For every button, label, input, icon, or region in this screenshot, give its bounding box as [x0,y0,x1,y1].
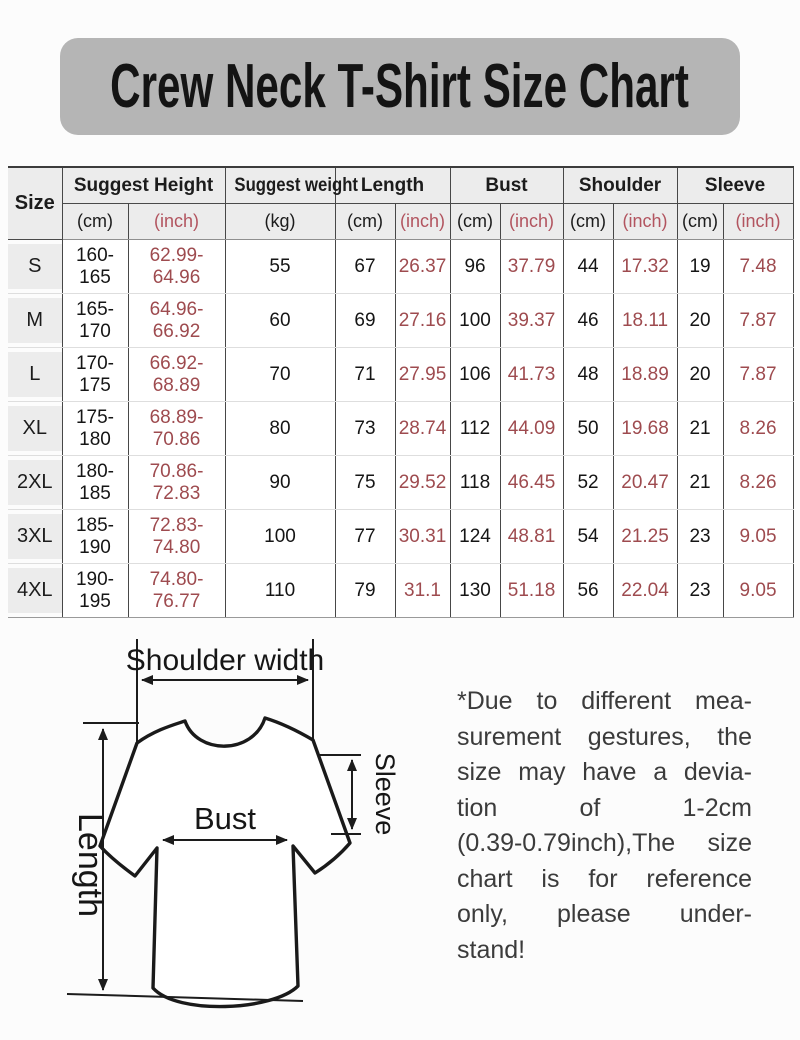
unit-header-height-cm: (cm) [62,204,128,240]
unit-header-weight-kg: (kg) [225,204,335,240]
column-group-suggest-weight [225,167,358,204]
shoulder-width-label: Shoulder width [125,644,325,677]
bust-cm-cell: 100 [450,294,500,348]
shoulder-inch-cell: 19.68 [613,402,677,456]
bust-cm-cell: 130 [450,564,500,618]
shoulder-inch-cell: 17.32 [613,240,677,294]
height-cm-cell: 160-165 [62,240,128,294]
tshirt-outline-shape [100,718,350,1007]
length-cm-cell: 79 [335,564,395,618]
sleeve-cm-cell: 20 [677,294,723,348]
height-cm-cell: 190-195 [62,564,128,618]
shoulder-inch-cell: 20.47 [613,456,677,510]
height-cm-cell: 185-190 [62,510,128,564]
sleeve-inch-cell: 8.26 [723,456,793,510]
table-row [8,240,793,294]
shoulder-cm-cell: 56 [563,564,613,618]
height-inch-cell: 74.80-76.77 [128,564,225,618]
table-row [8,294,793,348]
shoulder-cm-cell: 44 [563,240,613,294]
length-inch-cell: 27.16 [395,294,450,348]
length-cm-cell: 71 [335,348,395,402]
shoulder-cm-cell: 54 [563,510,613,564]
unit-header-bust-cm: (cm) [450,204,500,240]
group-label: Suggest weight [233,174,358,196]
weight-kg-cell: 110 [225,564,335,618]
shoulder-inch-cell: 22.04 [613,564,677,618]
shoulder-cm-cell: 48 [563,348,613,402]
size-cell [8,294,62,348]
group-label: Bust [485,174,528,196]
note-line: stand! [457,935,526,964]
note-line: surement gestures, the [457,722,752,751]
note-text [457,684,752,968]
shoulder-cm-cell: 52 [563,456,613,510]
sleeve-inch-cell: 9.05 [723,510,793,564]
note-line: only, please under- [457,900,752,928]
size-value: XL [8,406,62,451]
bust-cm-cell: 118 [450,456,500,510]
height-cm-cell: 170-175 [62,348,128,402]
length-inch-cell: 26.37 [395,240,450,294]
sleeve-label: Sleeve [370,752,400,836]
length-inch-cell: 28.74 [395,402,450,456]
unit-header-shoulder-cm: (cm) [563,204,613,240]
length-cm-cell: 75 [335,456,395,510]
height-cm-cell: 180-185 [62,456,128,510]
length-cm-cell: 77 [335,510,395,564]
sleeve-inch-cell: 9.05 [723,564,793,618]
length-inch-cell: 29.52 [395,456,450,510]
note-line: (0.39-0.79inch),The size [457,829,752,857]
note-line: tion of 1-2cm [457,793,752,822]
size-value: 2XL [8,460,62,505]
note-line: *Due to different mea- [457,687,752,715]
bust-inch-cell: 44.09 [500,402,563,456]
size-cell [8,564,62,618]
length-label: Length [71,813,109,917]
bust-inch-cell: 51.18 [500,564,563,618]
height-inch-cell: 70.86-72.83 [128,456,225,510]
length-cm-cell: 69 [335,294,395,348]
unit-header-sleeve-cm: (cm) [677,204,723,240]
sleeve-cm-cell: 19 [677,240,723,294]
group-label: Suggest Height [73,174,214,196]
height-inch-cell: 72.83-74.80 [128,510,225,564]
size-cell [8,348,62,402]
shoulder-cm-cell: 50 [563,402,613,456]
shoulder-inch-cell: 18.89 [613,348,677,402]
bust-cm-cell: 106 [450,348,500,402]
header-unit-row [8,204,793,240]
title-banner [60,38,740,135]
sleeve-cm-cell: 23 [677,564,723,618]
column-group-shoulder [563,167,677,204]
sleeve-cm-cell: 20 [677,348,723,402]
size-value: 3XL [8,514,62,559]
length-cm-cell: 67 [335,240,395,294]
bust-inch-cell: 41.73 [500,348,563,402]
sleeve-cm-cell: 21 [677,402,723,456]
size-value: M [8,298,62,343]
page-title: Crew Neck T-Shirt Size Chart [110,52,690,121]
height-inch-cell: 68.89-70.86 [128,402,225,456]
length-inch-cell: 27.95 [395,348,450,402]
bust-cm-cell: 124 [450,510,500,564]
group-label: Shoulder [578,174,662,196]
sleeve-inch-cell: 7.48 [723,240,793,294]
length-cm-cell: 73 [335,402,395,456]
sleeve-inch-cell: 8.26 [723,402,793,456]
size-cell [8,510,62,564]
column-group-sleeve [677,167,793,204]
group-label: Sleeve [704,174,766,196]
header-group-row [8,167,793,204]
size-table [8,166,794,618]
size-cell [8,240,62,294]
unit-header-height-inch: (inch) [128,204,225,240]
weight-kg-cell: 80 [225,402,335,456]
table-row [8,402,793,456]
height-inch-cell: 64.96-66.92 [128,294,225,348]
bust-inch-cell: 48.81 [500,510,563,564]
bust-cm-cell: 112 [450,402,500,456]
tshirt-measurement-diagram [35,633,455,1040]
size-value: 4XL [8,568,62,613]
length-inch-cell: 30.31 [395,510,450,564]
bust-inch-cell: 37.79 [500,240,563,294]
column-group-bust [450,167,563,204]
bust-inch-cell: 46.45 [500,456,563,510]
size-cell [8,456,62,510]
weight-kg-cell: 55 [225,240,335,294]
shoulder-cm-cell: 46 [563,294,613,348]
size-cell [8,402,62,456]
weight-kg-cell: 100 [225,510,335,564]
table-row [8,564,793,618]
bust-cm-cell: 96 [450,240,500,294]
length-inch-cell: 31.1 [395,564,450,618]
shoulder-inch-cell: 18.11 [613,294,677,348]
note-line: size may have a devia- [457,758,752,786]
sleeve-inch-cell: 7.87 [723,294,793,348]
weight-kg-cell: 90 [225,456,335,510]
height-cm-cell: 165-170 [62,294,128,348]
unit-header-bust-inch: (inch) [500,204,563,240]
table-row [8,348,793,402]
size-value: L [8,352,62,397]
size-value: S [8,244,62,289]
unit-header-shoulder-inch: (inch) [613,204,677,240]
unit-header-sleeve-inch: (inch) [723,204,793,240]
height-inch-cell: 66.92-68.89 [128,348,225,402]
sleeve-inch-cell: 7.87 [723,348,793,402]
note-line: chart is for reference [457,864,752,893]
column-header-size: Size [8,167,62,240]
column-group-suggest-height [62,167,225,204]
height-cm-cell: 175-180 [62,402,128,456]
table-row [8,456,793,510]
shoulder-inch-cell: 21.25 [613,510,677,564]
sleeve-cm-cell: 21 [677,456,723,510]
bust-inch-cell: 39.37 [500,294,563,348]
sleeve-cm-cell: 23 [677,510,723,564]
unit-header-length-cm: (cm) [335,204,395,240]
height-inch-cell: 62.99-64.96 [128,240,225,294]
unit-header-length-inch: (inch) [395,204,450,240]
table-row [8,510,793,564]
weight-kg-cell: 70 [225,348,335,402]
weight-kg-cell: 60 [225,294,335,348]
group-label: Length [360,174,425,196]
bust-label: Bust [193,801,257,836]
